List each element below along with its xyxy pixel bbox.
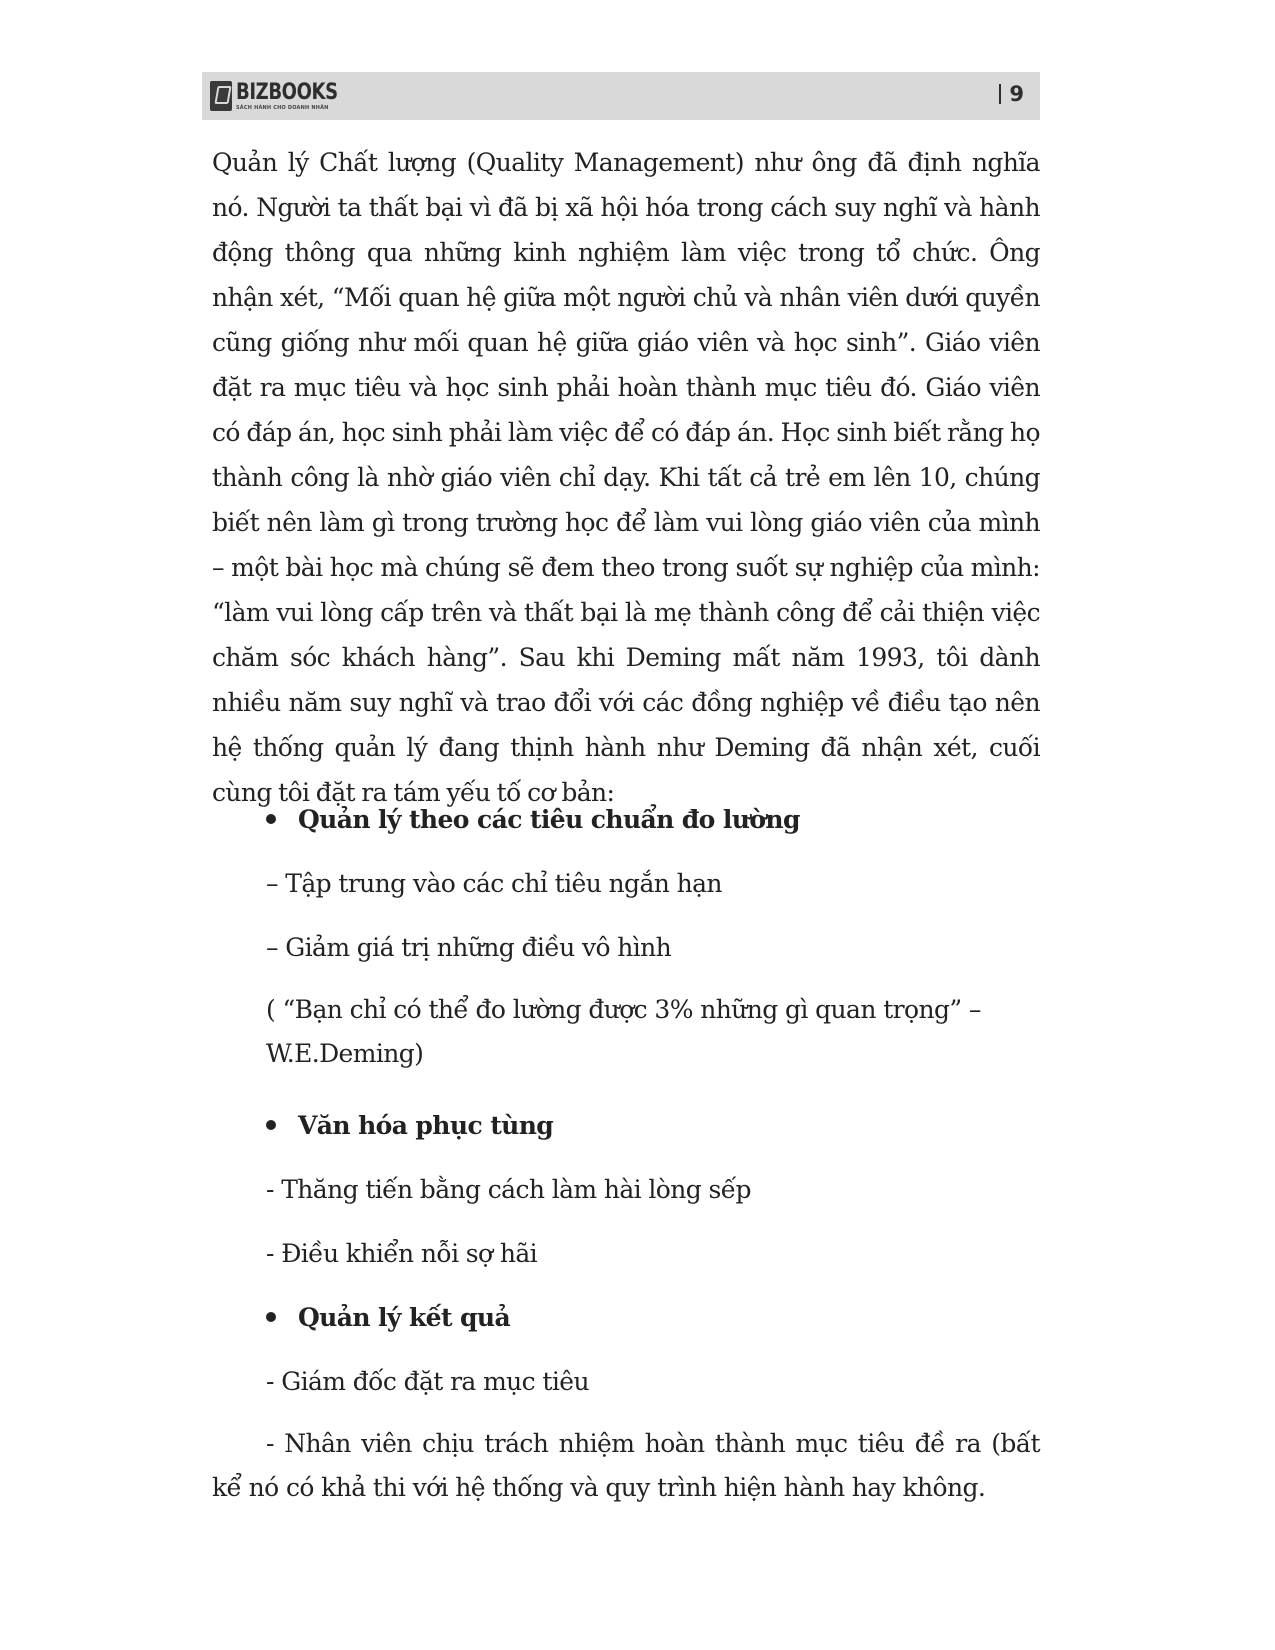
bullet-item-measurement [266,798,800,842]
bullet-label: Quản lý theo các tiêu chuẩn đo lường [298,805,800,834]
brand-tagline: SÁCH HÀNH CHO DOANH NHÂN [236,104,329,111]
deming-quote: ( “Bạn chỉ có thể đo lường được 3% những gì quan trọng” – W.E.Deming) [266,995,981,1068]
page-number-divider [999,84,1001,104]
sub-item-promotion: - Thăng tiến bằng cách làm hài lòng sếp [266,1175,751,1204]
bizbooks-logo [210,79,360,113]
final-paragraph: - Nhân viên chịu trách nhiệm hoàn thành mục tiêu đề ra (bất kể nó có khả thi với hệ thống và quy trình hiện hành hay không. [212,1429,1040,1502]
brand-name: BIZBOOKS [236,79,338,105]
page-number [999,82,1024,106]
bullet-dot-icon [266,814,276,824]
body-paragraph: Quản lý Chất lượng (Quality Management) như ông đã định nghĩa nó. Người ta thất bại vì đã bị xã hội hóa trong cách suy nghĩ và hành động thông qua những kinh nghiệm làm việc trong tổ chức. Ông nhận xét, “Mối quan hệ giữa một người chủ và nhân viên dưới quyền cũng giống như mối quan hệ giữa giáo viên và học sinh”. Giáo viên đặt ra mục tiêu và học sinh phải hoàn thành mục tiêu đó. Giáo viên có đáp án, học sinh phải làm việc để có đáp án. Học sinh biết rằng họ thành công là nhờ giáo viên chỉ dạy. Khi tất cả trẻ em lên 10, chúng biết nên làm gì trong trường học để làm vui lòng giáo viên của mình – một bài học mà chúng sẽ đem theo trong suốt sự nghiệp của mình: “làm vui lòng cấp trên và thất bại là mẹ thành công để cải thiện việc chăm sóc khách hàng”. Sau khi Deming mất năm 1993, tôi dành nhiều năm suy nghĩ và trao đổi với các đồng nghiệp về điều tạo nên hệ thống quản lý đang thịnh hành như Deming đã nhận xét, cuối cùng tôi đặt ra tám yếu tố cơ bản: [212,148,1040,807]
bullet-item-results [266,1296,510,1340]
sub-item-goals: - Giám đốc đặt ra mục tiêu [266,1367,589,1396]
sub-item-short-term: – Tập trung vào các chỉ tiêu ngắn hạn [266,869,722,898]
sub-item-intangibles: – Giảm giá trị những điều vô hình [266,933,672,962]
bullet-item-compliance [266,1104,553,1148]
sub-item-fear: - Điều khiển nỗi sợ hãi [266,1239,538,1268]
bullet-label: Quản lý kết quả [298,1303,511,1332]
bullet-label: Văn hóa phục tùng [298,1111,554,1140]
page-number-value: 9 [1009,82,1024,106]
bullet-dot-icon [266,1120,276,1130]
book-icon [210,81,232,111]
bullet-dot-icon [266,1312,276,1322]
logo-text [236,79,360,111]
page-header [202,72,1040,120]
